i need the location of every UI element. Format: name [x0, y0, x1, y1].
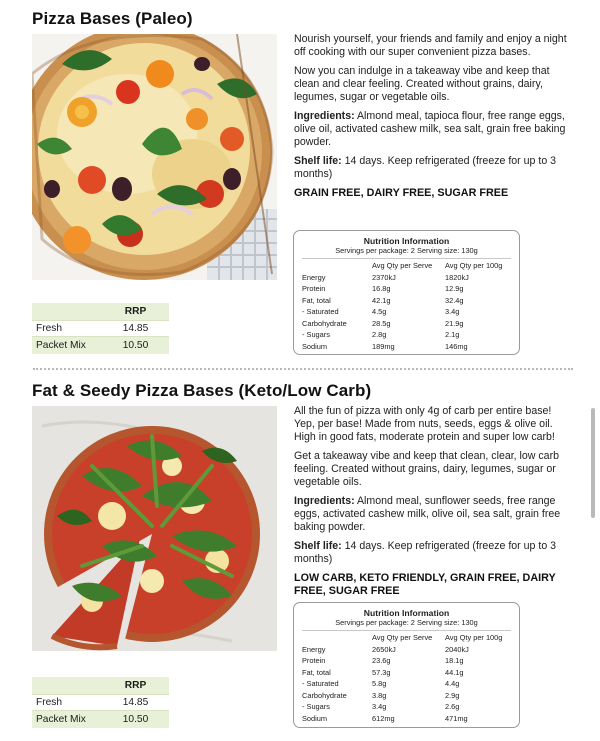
nutrient-serve: 2370kJ	[372, 272, 396, 282]
nutrition-panel	[293, 230, 520, 355]
nutrition-row	[302, 295, 511, 307]
rrp-packet-row	[32, 711, 169, 728]
nutrition-col-serve: Avg Qty per Serve	[372, 261, 433, 270]
rrp-packet-price: 10.50	[122, 340, 149, 351]
nutrient-per100: 12.9g	[445, 284, 464, 293]
nutrient-name: Protein	[302, 284, 326, 293]
nutrition-heading: Nutrition Information	[363, 608, 450, 618]
ingredients-label: Ingredients:	[294, 110, 355, 122]
nutrition-row	[302, 318, 511, 330]
nutrition-row	[302, 306, 511, 318]
nutrition-servings: Servings per package: 2 Serving size: 130g	[302, 618, 511, 631]
shelf-life-text: 14 days. Keep refrigerated (freeze for up to 3 months)	[294, 540, 557, 565]
ingredients-text: Almond meal, tapioca flour, free range eggs, olive oil, activated cashew milk, sea salt, grain free baking powder.	[294, 110, 566, 148]
ingredients-paragraph	[294, 110, 574, 149]
nutrient-name: Fat, total	[302, 667, 331, 677]
nutrient-per100: 3.4g	[445, 307, 460, 316]
nutrient-serve: 4.5g	[372, 307, 387, 316]
nutrient-serve: 42.1g	[372, 295, 391, 305]
shelf-life-label: Shelf life:	[294, 540, 342, 552]
ingredients-label: Ingredients:	[294, 495, 355, 507]
nutrient-serve: 23.6g	[372, 656, 391, 665]
rrp-packet-label: Packet Mix	[36, 340, 86, 351]
nutrition-row	[302, 272, 511, 284]
nutrient-per100: 2.6g	[445, 702, 460, 711]
nutrition-row	[302, 341, 511, 353]
nutrition-col-serve: Avg Qty per Serve	[372, 633, 433, 642]
nutrition-header-row	[302, 632, 511, 644]
nutrition-row	[302, 690, 511, 702]
shelf-life-text: 14 days. Keep refrigerated (freeze for up to 3 months)	[294, 155, 557, 180]
nutrient-name: - Sugars	[302, 330, 330, 339]
product-section-keto	[0, 372, 600, 741]
product-description	[294, 405, 574, 598]
diet-tags: LOW CARB, KETO FRIENDLY, GRAIN FREE, DAIRY FREE, SUGAR FREE	[294, 572, 556, 597]
nutrient-serve: 189mg	[372, 341, 395, 351]
nutrient-serve: 2650kJ	[372, 644, 396, 654]
nutrient-name: Sodium	[302, 341, 328, 351]
rrp-packet-price: 10.50	[122, 714, 149, 725]
scrollbar-thumb[interactable]	[591, 408, 595, 518]
nutrient-per100: 471mg	[445, 713, 468, 723]
nutrient-per100: 32.4g	[445, 295, 464, 305]
rrp-fresh-row	[32, 694, 169, 711]
vibe-paragraph: Get a takeaway vibe and keep that clean, clear, low carb feeling. Created without grains, dairy, legumes, sugar or vegetable oils.	[294, 450, 559, 488]
ingredients-text: Almond meal, sunflower seeds, free range eggs, activated cashew milk, olive oil, sea salt, grain free baking powder.	[294, 495, 561, 533]
nutrient-name: Carbohydrate	[302, 318, 347, 328]
nutrition-heading: Nutrition Information	[363, 236, 450, 246]
nutrient-per100: 1820kJ	[445, 272, 469, 282]
nutrient-per100: 4.4g	[445, 679, 460, 688]
nutrition-servings: Servings per package: 2 Serving size: 130g	[302, 246, 511, 259]
nutrient-name: Protein	[302, 656, 326, 665]
nutrition-header-row	[302, 260, 511, 272]
rrp-price-table	[32, 677, 169, 728]
section-divider	[33, 368, 573, 370]
nutrient-per100: 44.1g	[445, 667, 464, 677]
nutrient-serve: 3.8g	[372, 690, 387, 700]
nutrient-per100: 2.9g	[445, 690, 460, 700]
nutrient-per100: 2040kJ	[445, 644, 469, 654]
product-title: Pizza Bases (Paleo)	[32, 9, 193, 28]
nutrition-row	[302, 667, 511, 679]
nutrient-name: - Saturated	[302, 307, 339, 316]
nutrient-per100: 21.9g	[445, 318, 464, 328]
nutrition-row	[302, 329, 511, 341]
intro-paragraph: All the fun of pizza with only 4g of carb per entire base! Yep, per base! Made from nuts, seeds, eggs & olive oil. High in good fats, moderate protein and super low carb!	[294, 405, 555, 443]
nutrient-serve: 16.8g	[372, 284, 391, 293]
keto-pizza-photo	[32, 406, 277, 651]
rrp-fresh-label: Fresh	[36, 697, 63, 708]
nutrient-serve: 3.4g	[372, 702, 387, 711]
vibe-paragraph: Now you can indulge in a takeaway vibe and keep that clean and clear feeling. Created without grains, dairy, legumes, sugar or vegetable oils.	[294, 65, 550, 103]
nutrient-name: Carbohydrate	[302, 690, 347, 700]
nutrition-panel	[293, 602, 520, 728]
shelf-life-paragraph	[294, 155, 574, 181]
nutrition-row	[302, 701, 511, 713]
diet-tags: GRAIN FREE, DAIRY FREE, SUGAR FREE	[294, 187, 509, 199]
nutrient-serve: 28.5g	[372, 318, 391, 328]
rrp-header-row	[32, 677, 169, 694]
nutrient-name: Fat, total	[302, 295, 331, 305]
paleo-pizza-photo	[32, 34, 277, 280]
nutrient-serve: 2.8g	[372, 330, 387, 339]
nutrition-row	[302, 283, 511, 295]
rrp-price-table	[32, 303, 169, 354]
rrp-fresh-row	[32, 320, 169, 337]
nutrition-col-name	[302, 632, 372, 644]
nutrition-col-name	[302, 260, 372, 272]
nutrition-table	[302, 632, 511, 724]
rrp-packet-label: Packet Mix	[36, 714, 86, 725]
nutrient-name: - Saturated	[302, 679, 339, 688]
nutrient-per100: 18.1g	[445, 656, 464, 665]
nutrient-serve: 5.8g	[372, 679, 387, 688]
rrp-fresh-price: 14.85	[122, 697, 149, 708]
nutrient-name: Energy	[302, 644, 326, 654]
nutrient-per100: 2.1g	[445, 330, 460, 339]
intro-paragraph: Nourish yourself, your friends and family and enjoy a night off cooking with our super convenient pizza bases.	[294, 33, 567, 58]
rrp-packet-row	[32, 337, 169, 354]
nutrient-name: - Sugars	[302, 702, 330, 711]
rrp-heading: RRP	[124, 306, 147, 317]
shelf-life-paragraph	[294, 540, 574, 566]
nutrition-col-100g: Avg Qty per 100g	[445, 633, 503, 642]
ingredients-paragraph	[294, 495, 574, 534]
nutrition-row	[302, 713, 511, 725]
nutrition-row	[302, 678, 511, 690]
product-description	[294, 33, 574, 200]
nutrition-col-100g: Avg Qty per 100g	[445, 261, 503, 270]
nutrient-serve: 57.3g	[372, 667, 391, 677]
rrp-fresh-label: Fresh	[36, 323, 63, 334]
rrp-header-row	[32, 303, 169, 320]
product-title: Fat & Seedy Pizza Bases (Keto/Low Carb)	[32, 381, 372, 400]
nutrient-serve: 612mg	[372, 713, 395, 723]
nutrient-per100: 146mg	[445, 341, 468, 351]
nutrient-name: Energy	[302, 272, 326, 282]
shelf-life-label: Shelf life:	[294, 155, 342, 167]
nutrition-table	[302, 260, 511, 352]
rrp-fresh-price: 14.85	[122, 323, 149, 334]
nutrient-name: Sodium	[302, 713, 328, 723]
rrp-heading: RRP	[124, 680, 147, 691]
nutrition-row	[302, 644, 511, 656]
nutrition-row	[302, 655, 511, 667]
